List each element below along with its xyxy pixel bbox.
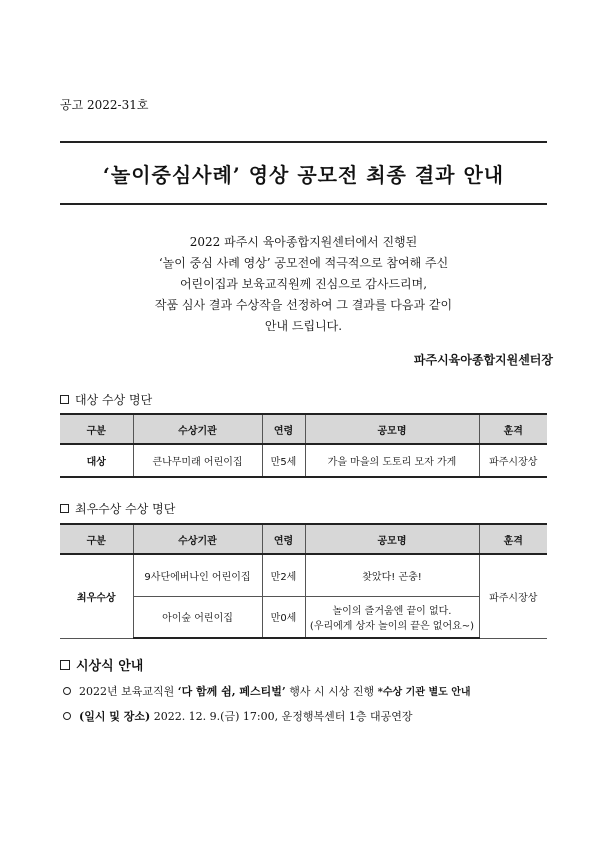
cell-award: 파주시장상 <box>479 444 547 477</box>
table-row <box>60 444 547 477</box>
header-category: 구분 <box>60 524 133 554</box>
entry-line: 찾았다! 곤충! <box>362 571 422 583</box>
grand-prize-table <box>60 413 547 478</box>
intro-line: 작품 심사 결과 수상작을 선정하여 그 결과를 다음과 같이 <box>154 298 453 312</box>
ceremony-prefix: 2022년 보육교직원 <box>79 685 178 698</box>
ceremony-datetime: 2022. 12. 9.(금) 17:00, 운정행복센터 1층 대공연장 <box>150 710 413 723</box>
intro-paragraph <box>60 232 547 337</box>
checkbox-square-icon <box>60 660 70 670</box>
cell-award: 파주시장상 <box>479 554 547 638</box>
sender: 파주시육아종합지원센터장 <box>413 353 553 367</box>
ceremony-line-2-text <box>79 708 412 724</box>
checkbox-square-icon <box>60 395 69 404</box>
header-award: 훈격 <box>479 524 547 554</box>
excellence-heading-text: 최우수상 수상 명단 <box>75 502 176 516</box>
header-category: 구분 <box>60 414 133 444</box>
ceremony-line-1-text <box>79 683 471 699</box>
header-entry: 공모명 <box>305 524 479 554</box>
title-box <box>60 141 547 205</box>
cell-institution: 아이숲 어린이집 <box>133 596 262 638</box>
ceremony-line-1 <box>63 683 471 699</box>
table-row <box>60 596 547 638</box>
intro-line: 어린이집과 보육교직원께 진심으로 감사드리며, <box>179 277 428 291</box>
cell-institution: 9사단에버나인 어린이집 <box>133 554 262 596</box>
intro-line: 2022 파주시 육아종합지원센터에서 진행된 <box>189 235 418 249</box>
header-award: 훈격 <box>479 414 547 444</box>
page-title: ‘놀이중심사례’ 영상 공모전 최종 결과 안내 <box>102 162 505 187</box>
header-age: 연령 <box>262 414 305 444</box>
cell-age: 만5세 <box>262 444 305 477</box>
cell-entry <box>305 554 479 596</box>
cell-age: 만0세 <box>262 596 305 638</box>
ceremony-middle: 행사 시 시상 진행 <box>285 685 378 698</box>
cell-entry <box>305 596 479 638</box>
grand-prize-heading <box>60 391 152 408</box>
cell-entry: 가을 마을의 도토리 모자 가게 <box>305 444 479 477</box>
excellence-heading <box>60 500 175 517</box>
circle-bullet-icon <box>63 687 71 695</box>
entry-line: 놀이의 즐거움엔 끝이 없다. <box>332 605 452 617</box>
circle-bullet-icon <box>63 712 71 720</box>
grand-prize-heading-text: 대상 수상 명단 <box>75 393 153 407</box>
header-institution: 수상기관 <box>133 414 262 444</box>
ceremony-event: ‘다 함께 쉼, 페스티벌’ <box>177 685 286 698</box>
table-header-row <box>60 524 547 554</box>
ceremony-note: *수상 기관 별도 안내 <box>377 687 471 698</box>
header-age: 연령 <box>262 524 305 554</box>
ceremony-line-2 <box>63 708 412 724</box>
cell-institution: 큰나무미래 어린이집 <box>133 444 262 477</box>
entry-line: (우리에게 상자 놀이의 끝은 없어요~) <box>309 620 475 632</box>
notice-number: 공고 2022-31호 <box>60 98 149 112</box>
ceremony-datetime-label: (일시 및 장소) <box>79 710 151 723</box>
header-entry: 공모명 <box>305 414 479 444</box>
excellence-table <box>60 523 547 639</box>
checkbox-square-icon <box>60 504 69 513</box>
intro-line: ‘놀이 중심 사례 영상’ 공모전에 적극적으로 참여해 주신 <box>158 256 449 270</box>
ceremony-heading <box>60 655 143 674</box>
intro-line: 안내 드립니다. <box>264 319 343 333</box>
cell-category: 대상 <box>60 444 133 477</box>
cell-age: 만2세 <box>262 554 305 596</box>
ceremony-heading-text: 시상식 안내 <box>76 659 144 674</box>
table-header-row <box>60 414 547 444</box>
header-institution: 수상기관 <box>133 524 262 554</box>
table-row <box>60 554 547 596</box>
cell-category: 최우수상 <box>60 554 133 638</box>
